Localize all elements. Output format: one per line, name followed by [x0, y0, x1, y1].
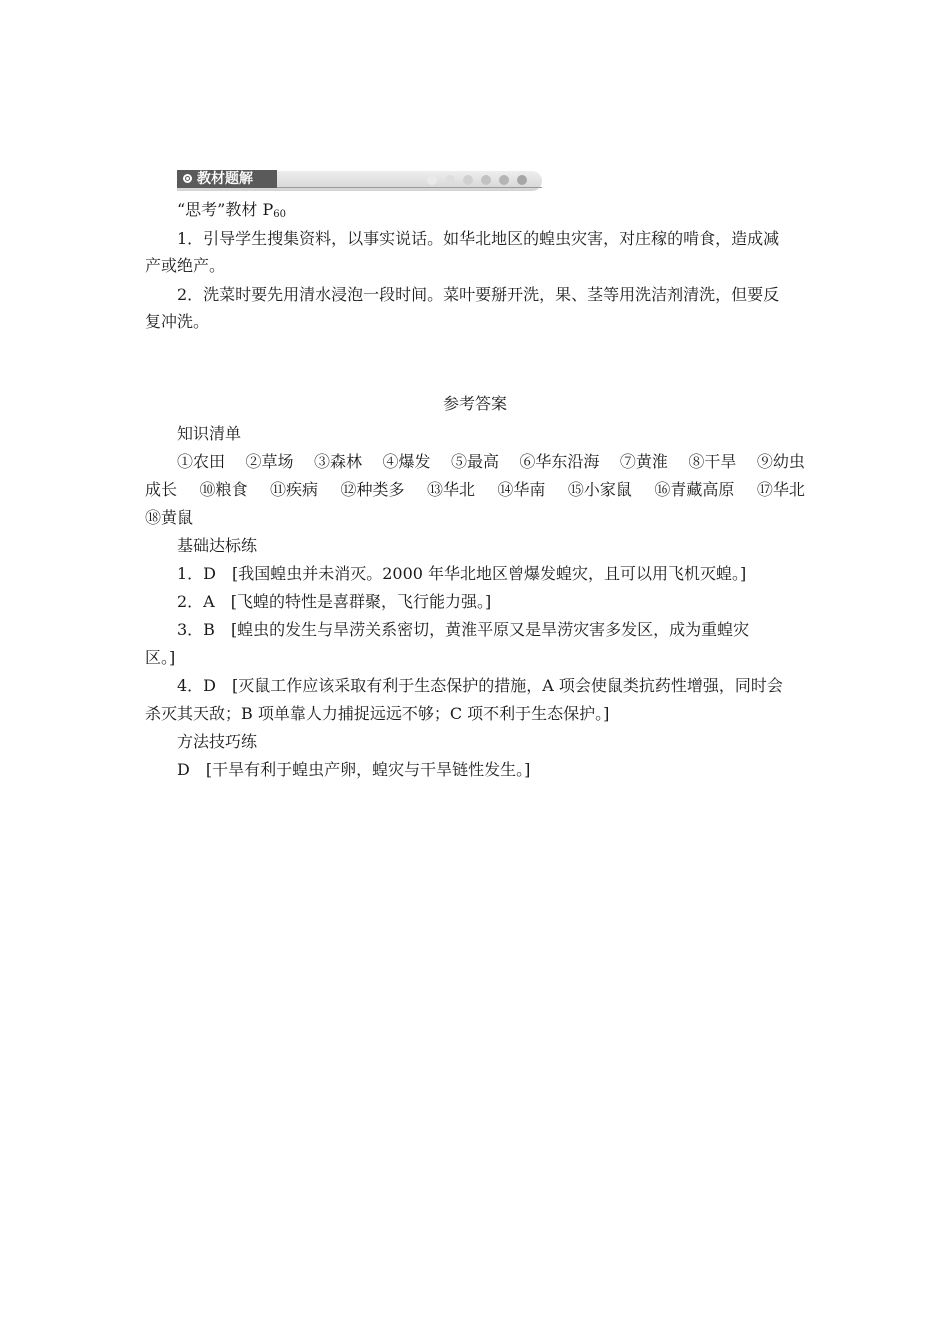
- method-answer: D [干旱有利于蝗虫产卵，蝗灾与干旱链性发生。]: [177, 760, 531, 779]
- textbook-page-number: 60: [273, 209, 286, 220]
- textbook-item-2-line-2: 复冲洗。: [145, 312, 210, 331]
- section-header-banner: [177, 170, 542, 192]
- basic-answer-4-line-2: 杀灭其天敌；B 项单靠人力捕捉远远不够；C 项不利于生态保护。]: [145, 704, 610, 723]
- textbook-heading-text: “思考”教材 P: [177, 200, 274, 219]
- textbook-item-2-line-1: 2．洗菜时要先用清水浸泡一段时间。菜叶要掰开洗，果、茎等用洗洁剂清洗，但要反: [177, 285, 780, 304]
- banner-dot: [463, 175, 473, 185]
- knowledge-item: ①农田: [177, 452, 226, 471]
- textbook-item-1-line-1: 1．引导学生搜集资料，以事实说话。如华北地区的蝗虫灾害，对庄稼的啃食，造成减: [177, 229, 780, 248]
- textbook-heading: [177, 200, 286, 223]
- knowledge-item: ⑧干旱: [688, 452, 737, 471]
- knowledge-item: ⑫种类多: [340, 480, 405, 499]
- knowledge-item: ⑯青藏高原: [654, 480, 735, 499]
- method-heading: 方法技巧练: [177, 732, 258, 751]
- section-header-text: 教材题解: [197, 171, 253, 187]
- answers-title: 参考答案: [442, 394, 507, 413]
- knowledge-item: ⑭华南: [497, 480, 546, 499]
- banner-dot: [517, 175, 527, 185]
- knowledge-item: ⑪疾病: [269, 480, 318, 499]
- knowledge-item: ⑰华北: [756, 480, 805, 499]
- bullet-circle-icon: [183, 174, 192, 183]
- knowledge-item: ⑤最高: [450, 452, 499, 471]
- knowledge-item: ④爆发: [382, 452, 431, 471]
- knowledge-item: ②草场: [245, 452, 294, 471]
- basic-answer-3-line-2: 区。]: [145, 648, 176, 667]
- basic-answer-4-line-1: 4．D [灭鼠工作应该采取有利于生态保护的措施，A 项会使鼠类抗药性增强，同时会: [177, 676, 783, 695]
- knowledge-row-1: [177, 452, 805, 472]
- basic-answer-3-line-1: 3．B [蝗虫的发生与旱涝关系密切，黄淮平原又是旱涝灾害多发区，成为重蝗灾: [177, 620, 750, 639]
- knowledge-item: ⑨幼虫: [756, 452, 805, 471]
- knowledge-row-3: ⑱黄鼠: [145, 508, 194, 527]
- banner-dots: [427, 175, 527, 185]
- knowledge-item: ③森林: [313, 452, 362, 471]
- knowledge-item: ⑩粮食: [199, 480, 248, 499]
- knowledge-item: 成长: [145, 480, 178, 499]
- banner-dot: [499, 175, 509, 185]
- banner-underline: [277, 187, 542, 188]
- knowledge-item: ⑮小家鼠: [567, 480, 632, 499]
- textbook-item-1-line-2: 产或绝产。: [145, 256, 226, 275]
- basic-answer-2: 2．A [飞蝗的特性是喜群聚，飞行能力强。]: [177, 592, 492, 611]
- basic-heading: 基础达标练: [177, 536, 258, 555]
- knowledge-row-2: [145, 480, 805, 500]
- knowledge-item: ⑥华东沿海: [519, 452, 600, 471]
- knowledge-item: ⑬华北: [426, 480, 475, 499]
- banner-dot: [427, 175, 437, 185]
- knowledge-item: ⑦黄淮: [619, 452, 668, 471]
- section-header-label: [177, 170, 277, 188]
- basic-answer-1: 1．D [我国蝗虫并未消灭。2000 年华北地区曾爆发蝗灾，且可以用飞机灭蝗。]: [177, 564, 747, 583]
- banner-dot: [481, 175, 491, 185]
- knowledge-heading: 知识清单: [177, 424, 242, 443]
- banner-dot: [445, 175, 455, 185]
